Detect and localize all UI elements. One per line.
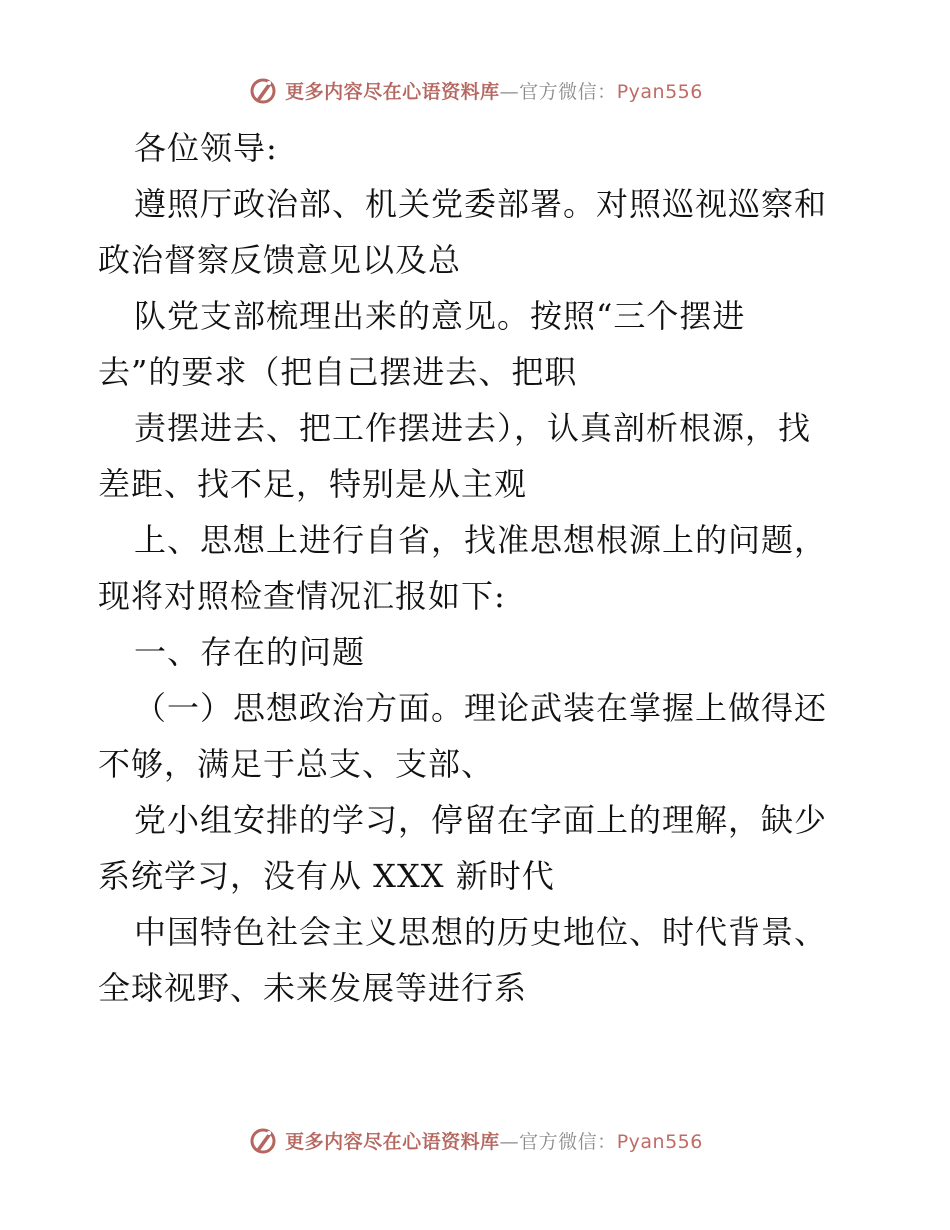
body-line: 责摆进去、把工作摆进去），认真剖析根源，找 [134,409,812,447]
body-line: 政治督察反馈意见以及总 [98,241,462,279]
body-line: 党小组安排的学习，停留在字面上的理解，缺少 [134,801,828,839]
body-line: 遵照厅政治部、机关党委部署。对照巡视巡察和 [134,185,828,223]
body-line: （一）思想政治方面。理论武装在掌握上做得还 [134,689,828,727]
header-watermark [0,70,950,110]
body-line: 上、思想上进行自省，找准思想根源上的问题， [134,521,828,559]
footer-watermark [0,1120,950,1160]
section-heading: 一、存在的问题 [134,633,366,671]
header-text-main: 更多内容尽在心语资料库 [285,80,500,103]
body-line: 不够，满足于总支、支部、 [98,745,495,783]
header-text-wechat: —官方微信： [499,80,617,103]
body-line: 差距、找不足，特别是从主观 [98,465,528,503]
footer-text-id: Pyan556 [616,1130,703,1153]
footer-text-wechat: —官方微信： [499,1130,617,1153]
body-line: 队党支部梳理出来的意见。按照“三个摆进 [134,297,746,335]
body-line: 中国特色社会主义思想的历史地位、时代背景、 [134,913,828,951]
document-body [98,120,858,1016]
body-line: 各位领导: [134,129,278,167]
body-line: 系统学习，没有从 XXX 新时代 [98,857,555,895]
footer-text-main: 更多内容尽在心语资料库 [285,1130,500,1153]
body-line: 去”的要求（把自己摆进去、把职 [98,353,578,391]
pen-logo-icon [247,74,279,106]
body-line: 全球视野、未来发展等进行系 [98,969,528,1007]
pen-logo-icon [247,1124,279,1156]
body-line: 现将对照检查情况汇报如下: [98,577,506,615]
header-text-id: Pyan556 [616,80,703,103]
